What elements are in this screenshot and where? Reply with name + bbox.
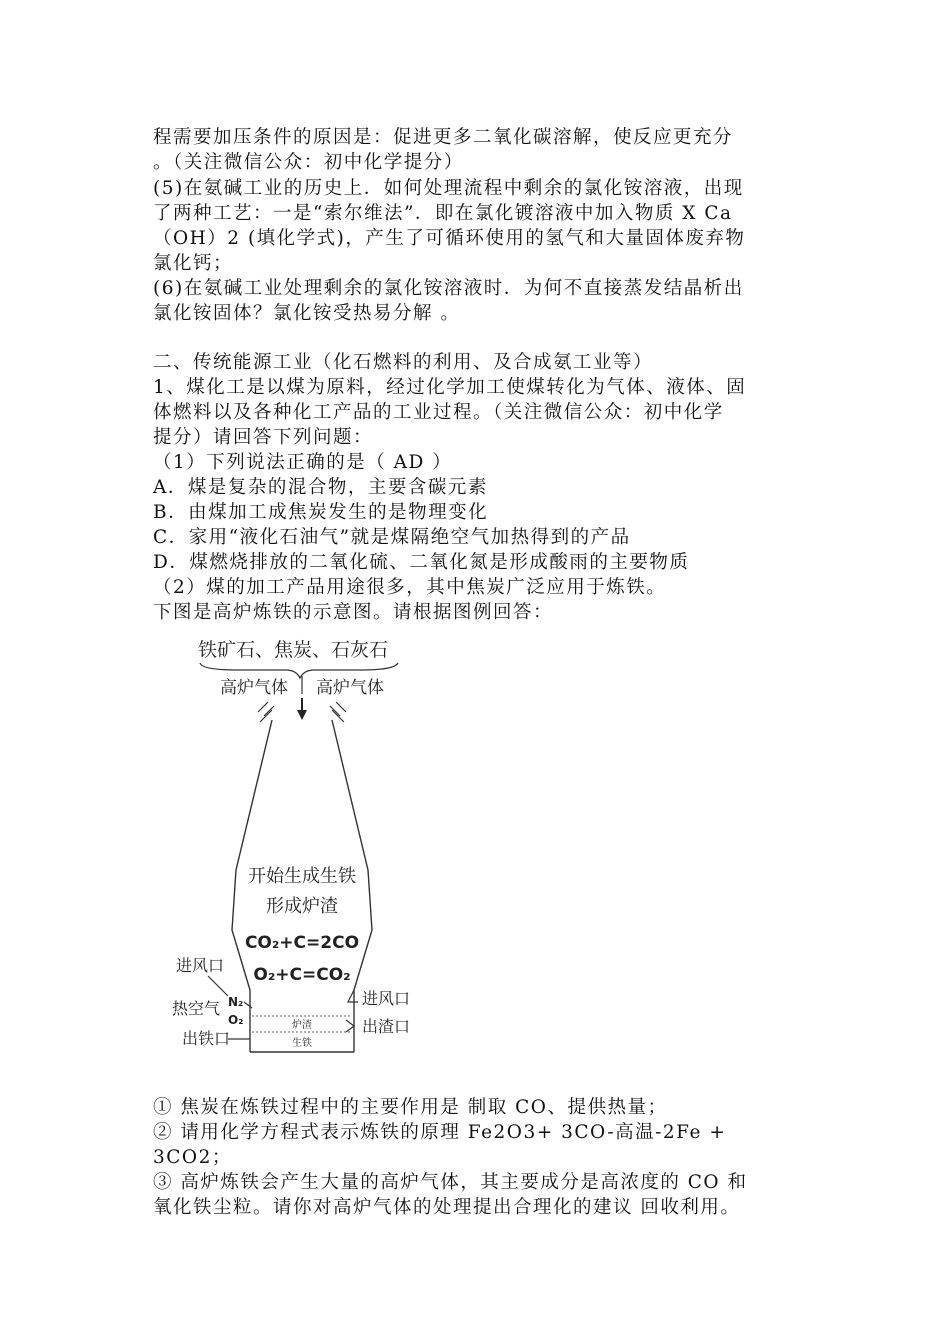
- iron-outlet-label: 出铁口: [182, 1029, 231, 1048]
- zone-slag-forming: 形成炉渣: [266, 896, 338, 917]
- option-b: B．由煤加工成焦炭发生的是物理变化: [153, 502, 489, 523]
- answer-line-1: ① 焦炭在炼铁过程中的主要作用是 制取 CO、提供热量；: [153, 1097, 668, 1118]
- brace-line: [200, 663, 398, 678]
- slag-outlet-label: 出渣口: [362, 1017, 411, 1036]
- o2-label: O₂: [228, 1013, 244, 1027]
- text-line: (6)在氨碱工业处理剩余的氯化铵溶液时．为何不直接蒸发结晶析出: [153, 278, 744, 299]
- diagram-top-label: 铁矿石、焦炭、石灰石: [197, 639, 389, 661]
- option-c: C．家用“液化石油气”就是煤隔绝空气加热得到的产品: [153, 527, 631, 548]
- text-line: 程需要加压条件的原因是：促进更多二氧化碳溶解，使反应更充分: [153, 127, 734, 148]
- diagram-gas-left: 高炉气体: [220, 678, 288, 698]
- answer-line-3: ③ 高炉炼铁会产生大量的高炉气体，其主要成分是高浓度的 CO 和: [153, 1172, 748, 1193]
- slag-layer-label: 炉渣: [292, 1020, 312, 1031]
- diagram-gas-right: 高炉气体: [316, 678, 384, 698]
- answer-line-2: ② 请用化学方程式表示炼铁的原理 Fe2O3+ 3CO-高温-2Fe +: [153, 1122, 727, 1143]
- air-inlet-right-label: 进风口: [362, 989, 411, 1008]
- text-line: （2）煤的加工产品用途很多，其中焦炭广泛应用于炼铁。: [153, 577, 667, 598]
- question-line: （1）下列说法正确的是（ AD ）: [153, 452, 453, 473]
- air-inlet-left-label: 进风口: [176, 956, 225, 975]
- option-d: D．煤燃烧排放的二氧化硫、二氧化氮是形成酸雨的主要物质: [153, 552, 690, 573]
- text-line: 氯化铵固体？氯化铵受热易分解 。: [153, 303, 461, 324]
- zone-iron-forming: 开始生成生铁: [248, 866, 356, 887]
- text-line: 了两种工艺：一是“索尔维法”．即在氯化镀溶液中加入物质 X Ca: [153, 203, 733, 224]
- text-line: 体燃料以及各种化工产品的工业过程。（关注微信公众：初中化学: [153, 402, 724, 423]
- equation-1: CO₂+C=2CO: [244, 933, 360, 953]
- answer-line-3-cont: 氧化铁尘粒。请你对高炉气体的处理提出合理化的建议 回收利用。: [153, 1197, 741, 1218]
- exhaust-pipe-left: [258, 702, 274, 722]
- text-line: 。（关注微信公众：初中化学提分）: [153, 152, 464, 173]
- text-line: （OH）2 (填化学式)，产生了可循环使用的氢气和大量固体废弃物: [153, 228, 746, 249]
- section-heading: 二、传统能源工业（化石燃料的利用、及合成氨工业等）: [153, 352, 654, 373]
- n2-label: N₂: [228, 995, 244, 1009]
- text-line: 氯化钙；: [153, 253, 234, 274]
- option-a: A．煤是复杂的混合物，主要含碳元素: [153, 477, 488, 498]
- blast-furnace-diagram: [168, 630, 418, 1060]
- iron-layer-label: 生铁: [292, 1038, 312, 1049]
- exhaust-pipe-right: [330, 702, 346, 722]
- hot-air-label: 热空气: [172, 999, 221, 1018]
- text-line: 下图是高炉炼铁的示意图。请根据图例回答：: [153, 602, 554, 623]
- text-line: 1、煤化工是以煤为原料，经过化学加工使煤转化为气体、液体、固: [153, 377, 747, 398]
- text-line: (5)在氨碱工业的历史上．如何处理流程中剩余的氯化铵溶液，出现: [153, 178, 744, 199]
- answer-line-2-cont: 3CO2；: [153, 1147, 232, 1168]
- text-line: 提分）请回答下列问题：: [153, 427, 374, 448]
- equation-2: O₂+C=CO₂: [253, 965, 351, 985]
